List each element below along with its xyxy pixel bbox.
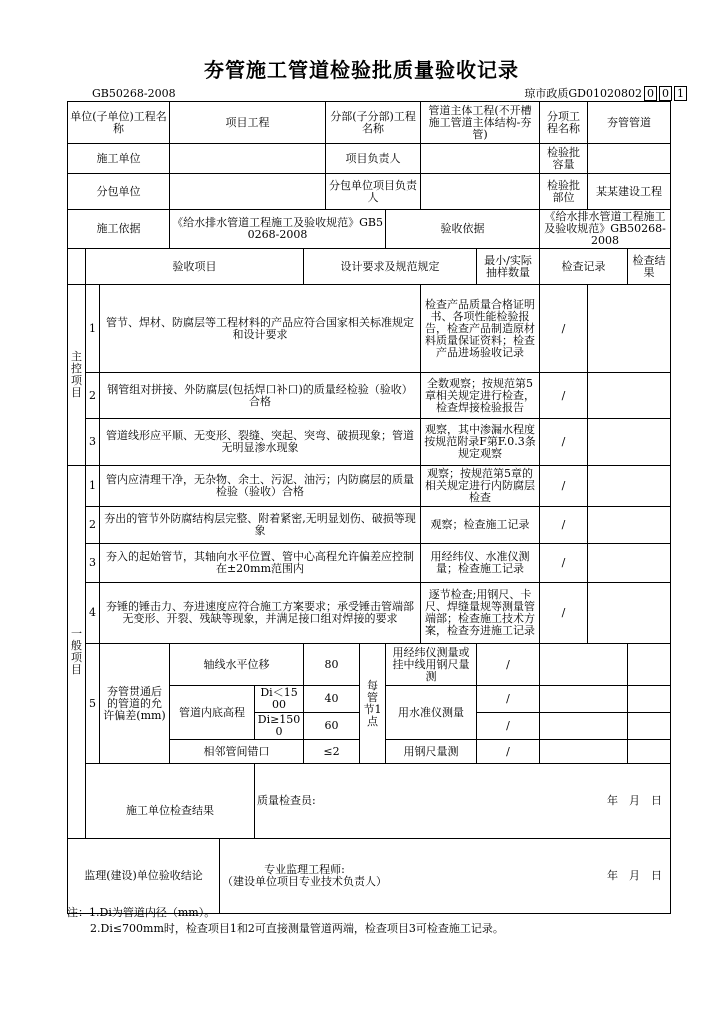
- acceptance-basis-label: 验收依据: [386, 210, 540, 249]
- item-requirement: 夯锤的锤击力、夯进速度应符合施工方案要求；承受锤击管端部无变形、开裂、残缺等现象，并满足接口组对焊接的要求: [100, 583, 421, 644]
- item-record[interactable]: [588, 419, 671, 466]
- col-item-header: 验收项目: [86, 249, 304, 285]
- axis-offset-value: 80: [304, 644, 360, 686]
- note-line: 注：1.Di为管道内径（mm）。: [67, 906, 216, 919]
- deviation-group-label: 夯管贯通后的管道的允许偏差(mm): [100, 644, 170, 764]
- item-requirement: 钢管组对拼接、外防腐层(包括焊口补口)的质量经检验（验收）合格: [100, 373, 421, 419]
- item-requirement: 夯入的起始管节，其轴向水平位置、管中心高程允许偏差应控制在±20mm范围内: [100, 544, 421, 583]
- item-sampling[interactable]: /: [477, 713, 540, 740]
- construction-check-label: 施工单位检查结果: [86, 764, 255, 839]
- check-frequency: 每管节1点: [360, 644, 386, 764]
- sub-item-value[interactable]: 夯管管道: [588, 102, 671, 144]
- item-result[interactable]: [628, 644, 671, 686]
- acceptance-basis-value[interactable]: 《给水排水管道工程施工及验收规范》GB50268-2008: [540, 210, 671, 249]
- form-title: 夯管施工管道检验批质量验收记录: [204, 58, 519, 82]
- form-code-digit: 0: [659, 86, 672, 101]
- batch-capacity-label: 检验批容量: [540, 144, 588, 174]
- subcontract-unit-value[interactable]: [170, 174, 326, 210]
- item-result[interactable]: [628, 713, 671, 740]
- axis-offset-label: 轴线水平位移: [170, 644, 304, 686]
- item-record[interactable]: [588, 544, 671, 583]
- adjacent-misalign-value: ≤2: [304, 740, 360, 764]
- item-method: 检查产品质量合格证明书、各项性能检验报告，检查产品制造原材料质量保证资料；检查产品进场验收记录: [421, 285, 540, 373]
- item-record[interactable]: [588, 466, 671, 507]
- elevation-value-2: 60: [304, 713, 360, 740]
- item-sampling[interactable]: /: [540, 285, 588, 373]
- form-code-digit: 0: [644, 86, 657, 101]
- notes: [67, 905, 504, 937]
- unit-name-label: 单位(子单位)工程名称: [68, 102, 170, 144]
- item-method: 观察；检查施工记录: [421, 507, 540, 544]
- col-requirement-header: 设计要求及规范规定: [304, 249, 477, 285]
- item-method: 全数观察；按规范第5章相关规定进行检查，检查焊接检验报告: [421, 373, 540, 419]
- item-no: 1: [86, 285, 100, 373]
- item-record[interactable]: [540, 713, 628, 740]
- quality-inspector-label: 质量检查员:: [257, 794, 316, 807]
- unit-name-value[interactable]: 项目工程: [170, 102, 326, 144]
- item-record[interactable]: [540, 686, 628, 713]
- item-sampling[interactable]: /: [540, 419, 588, 466]
- elevation-condition-2: Di≥1500: [255, 713, 304, 740]
- subcontract-unit-label: 分包单位: [68, 174, 170, 210]
- invert-elevation-label: 管道内底高程: [170, 686, 255, 740]
- col-result-header: 检查结果: [628, 249, 671, 285]
- supervision-signature-cell[interactable]: [220, 839, 671, 914]
- item-sampling[interactable]: /: [477, 686, 540, 713]
- item-record[interactable]: [588, 583, 671, 644]
- batch-capacity-value[interactable]: [588, 144, 671, 174]
- adjacent-misalign-method: 用钢尺量测: [386, 740, 477, 764]
- sub-item-label: 分项工程名称: [540, 102, 588, 144]
- date-label: 年 月 日: [607, 868, 663, 882]
- construction-signature-cell[interactable]: [255, 764, 671, 839]
- subcontract-manager-value[interactable]: [421, 174, 540, 210]
- item-no: 1: [86, 466, 100, 507]
- subcontract-manager-label: 分包单位项目负责人: [326, 174, 421, 210]
- general-items-label: 一般项目: [68, 466, 86, 839]
- item-sampling[interactable]: /: [477, 644, 540, 686]
- form-code-prefix: 琼市政质GD01020802: [524, 87, 642, 100]
- item-requirement: 夯出的管节外防腐结构层完整、附着紧密,无明显划伤、破损等现象: [100, 507, 421, 544]
- part-name-value[interactable]: 管道主体工程(不开槽施工管道主体结构-夯管): [421, 102, 540, 144]
- item-method: 观察，其中渗漏水程度按规范附录F第F.0.3条规定观察: [421, 419, 540, 466]
- project-manager-value[interactable]: [421, 144, 540, 174]
- item-sampling[interactable]: /: [477, 740, 540, 764]
- elevation-method: 用水准仪测量: [386, 686, 477, 740]
- item-method: 用经纬仪、水准仪测量；检查施工记录: [421, 544, 540, 583]
- form-code-digit: 1: [674, 86, 687, 101]
- adjacent-misalign-label: 相邻管间错口: [170, 740, 304, 764]
- elevation-value-1: 40: [304, 686, 360, 713]
- elevation-condition-1: Di＜1500: [255, 686, 304, 713]
- form-code: [524, 85, 687, 101]
- item-result[interactable]: [628, 686, 671, 713]
- supervising-engineer-note: （建设单位项目专业技术负责人）: [222, 874, 388, 888]
- blank-cell: [68, 249, 86, 285]
- batch-location-value[interactable]: 某某建设工程: [588, 174, 671, 210]
- item-no: 2: [86, 507, 100, 544]
- project-manager-label: 项目负责人: [326, 144, 421, 174]
- item-sampling[interactable]: /: [540, 373, 588, 419]
- inspection-table: [67, 101, 671, 914]
- item-sampling[interactable]: /: [540, 507, 588, 544]
- item-sampling[interactable]: /: [540, 466, 588, 507]
- supervising-engineer-label: 专业监理工程师:: [264, 862, 345, 876]
- item-record[interactable]: [588, 285, 671, 373]
- axis-offset-method: 用经纬仪测量或挂中线用钢尺量测: [386, 644, 477, 686]
- item-requirement: 管内应清理干净，无杂物、余土、污泥、油污；内防腐层的质量检验（验收）合格: [100, 466, 421, 507]
- item-record[interactable]: [588, 373, 671, 419]
- item-record[interactable]: [540, 740, 628, 764]
- item-record[interactable]: [540, 644, 628, 686]
- main-items-label: 主控项目: [68, 285, 86, 466]
- item-no: 4: [86, 583, 100, 644]
- item-record[interactable]: [588, 507, 671, 544]
- item-requirement: 管节、焊材、防腐层等工程材料的产品应符合国家相关标准规定和设计要求: [100, 285, 421, 373]
- item-no: 5: [86, 644, 100, 764]
- construction-unit-label: 施工单位: [68, 144, 170, 174]
- item-no: 2: [86, 373, 100, 419]
- standard-code: GB50268-2008: [92, 87, 176, 100]
- item-sampling[interactable]: /: [540, 544, 588, 583]
- item-sampling[interactable]: /: [540, 583, 588, 644]
- item-no: 3: [86, 419, 100, 466]
- supervision-conclusion-label: 监理(建设)单位验收结论: [68, 839, 220, 914]
- item-no: 3: [86, 544, 100, 583]
- item-result[interactable]: [628, 740, 671, 764]
- item-requirement: 管道线形应平顺、无变形、裂缝、突起、突弯、破损现象；管道无明显渗水现象: [100, 419, 421, 466]
- construction-unit-value[interactable]: [170, 144, 326, 174]
- batch-location-label: 检验批部位: [540, 174, 588, 210]
- item-method: 观察；按规范第5章的相关规定进行内防腐层检查: [421, 466, 540, 507]
- date-label: 年 月 日: [607, 794, 663, 807]
- col-record-header: 检查记录: [540, 249, 628, 285]
- construction-basis-value[interactable]: 《给水排水管道工程施工及验收规范》GB50268-2008: [170, 210, 386, 249]
- col-sampling-header: 最小/实际抽样数量: [477, 249, 540, 285]
- note-line: 2.Di≤700mm时，检查项目1和2可直接测量管道两端，检查项目3可检查施工记录。: [90, 922, 504, 935]
- part-name-label: 分部(子分部)工程名称: [326, 102, 421, 144]
- item-method: 逐节检查;用钢尺、卡尺、焊缝量规等测量管端部；检查施工技术方案，检查夯进施工记录: [421, 583, 540, 644]
- construction-basis-label: 施工依据: [68, 210, 170, 249]
